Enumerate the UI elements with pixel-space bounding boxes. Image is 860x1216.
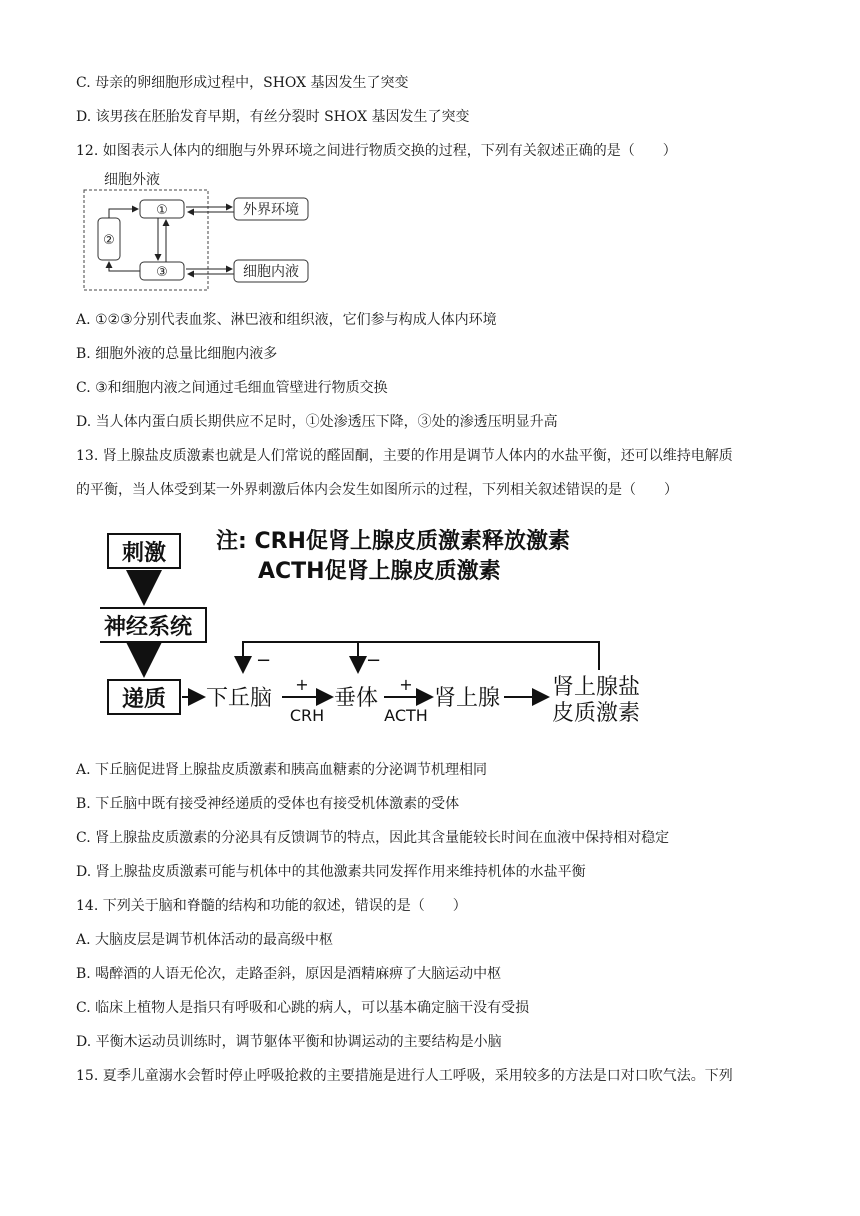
box-2-label: ② bbox=[103, 233, 115, 248]
q14-option-c: C. 临床上植物人是指只有呼吸和心跳的病人，可以基本确定脑干没有受损 bbox=[76, 1000, 530, 1016]
q13-stem-line2: 的平衡，当人体受到某一外界刺激后体内会发生如图所示的过程，下列相关叙述错误的是（ ） bbox=[76, 482, 678, 498]
feedback-minus-pituitary: − bbox=[366, 650, 382, 671]
q12-option-d: D. 当人体内蛋白质长期供应不足时，①处渗透压下降，③处的渗透压明显升高 bbox=[76, 414, 558, 430]
crh-plus-sign: + bbox=[295, 675, 309, 694]
intracellular-fluid-label: 细胞内液 bbox=[243, 264, 299, 280]
q14-stem: 14. 下列关于脑和脊髓的结构和功能的叙述，错误的是（ ） bbox=[76, 898, 467, 914]
q13-option-d: D. 肾上腺盐皮质激素可能与机体中的其他激素共同发挥作用来维持机体的水盐平衡 bbox=[76, 864, 586, 880]
note-line1: 注: CRH促肾上腺皮质激素释放激素 bbox=[216, 529, 570, 554]
q15-stem: 15. 夏季儿童溺水会暂时停止呼吸抢救的主要措施是进行人工呼吸，采用较多的方法是口对口吹气法。下列 bbox=[76, 1068, 733, 1084]
q14-option-a: A. 大脑皮层是调节机体活动的最高级中枢 bbox=[76, 932, 334, 948]
hormone-regulation-diagram bbox=[100, 520, 680, 732]
q13-option-c: C. 肾上腺盐皮质激素的分泌具有反馈调节的特点，因此其含量能较长时间在血液中保持相对稳定 bbox=[76, 830, 670, 846]
q12-stem: 12. 如图表示人体内的细胞与外界环境之间进行物质交换的过程，下列有关叙述正确的是（ ） bbox=[76, 143, 677, 159]
transmitter-label: 递质 bbox=[121, 687, 167, 712]
hypothalamus-label: 下丘脑 bbox=[206, 686, 273, 711]
mineralocorticoid-label-line1: 肾上腺盐 bbox=[552, 675, 641, 700]
crh-label: CRH bbox=[289, 706, 325, 725]
feedback-to-hypothalamus bbox=[243, 642, 599, 672]
note-line2: ACTH促肾上腺皮质激素 bbox=[258, 559, 501, 584]
nervous-system-label: 神经系统 bbox=[103, 615, 193, 640]
body-fluid-exchange-diagram bbox=[76, 168, 346, 294]
q13-option-a: A. 下丘脑促进肾上腺盐皮质激素和胰高血糖素的分泌调节机理相同 bbox=[76, 762, 488, 778]
extracellular-fluid-label: 细胞外液 bbox=[104, 172, 160, 188]
acth-label: ACTH bbox=[384, 706, 428, 725]
external-environment-label: 外界环境 bbox=[243, 202, 299, 218]
box-3-label: ③ bbox=[156, 265, 168, 280]
q11-option-d: D. 该男孩在胚胎发育早期，有丝分裂时 SHOX 基因发生了突变 bbox=[76, 109, 470, 125]
q12-option-a: A. ①②③分别代表血浆、淋巴液和组织液，它们参与构成人体内环境 bbox=[76, 312, 497, 328]
q13-stem-line1: 13. 肾上腺盐皮质激素也就是人们常说的醛固酮，主要的作用是调节人体内的水盐平衡，还可以维持电解质 bbox=[76, 448, 733, 464]
adrenal-gland-label: 肾上腺 bbox=[434, 686, 501, 711]
box-1-label: ① bbox=[156, 203, 168, 218]
pituitary-label: 垂体 bbox=[334, 686, 379, 711]
acth-plus-sign: + bbox=[399, 675, 413, 694]
q12-option-c: C. ③和细胞内液之间通过毛细血管壁进行物质交换 bbox=[76, 380, 388, 396]
stimulus-label: 刺激 bbox=[121, 541, 167, 566]
mineralocorticoid-label-line2: 皮质激素 bbox=[552, 701, 641, 726]
q11-option-c: C. 母亲的卵细胞形成过程中，SHOX 基因发生了突变 bbox=[76, 75, 409, 91]
q14-option-d: D. 平衡木运动员训练时，调节躯体平衡和协调运动的主要结构是小脑 bbox=[76, 1034, 502, 1050]
q13-option-b: B. 下丘脑中既有接受神经递质的受体也有接受机体激素的受体 bbox=[76, 796, 460, 812]
feedback-minus-hypothalamus: − bbox=[256, 650, 272, 671]
q14-option-b: B. 喝醉酒的人语无伦次，走路歪斜，原因是酒精麻痹了大脑运动中枢 bbox=[76, 966, 502, 982]
q12-option-b: B. 细胞外液的总量比细胞内液多 bbox=[76, 346, 278, 362]
